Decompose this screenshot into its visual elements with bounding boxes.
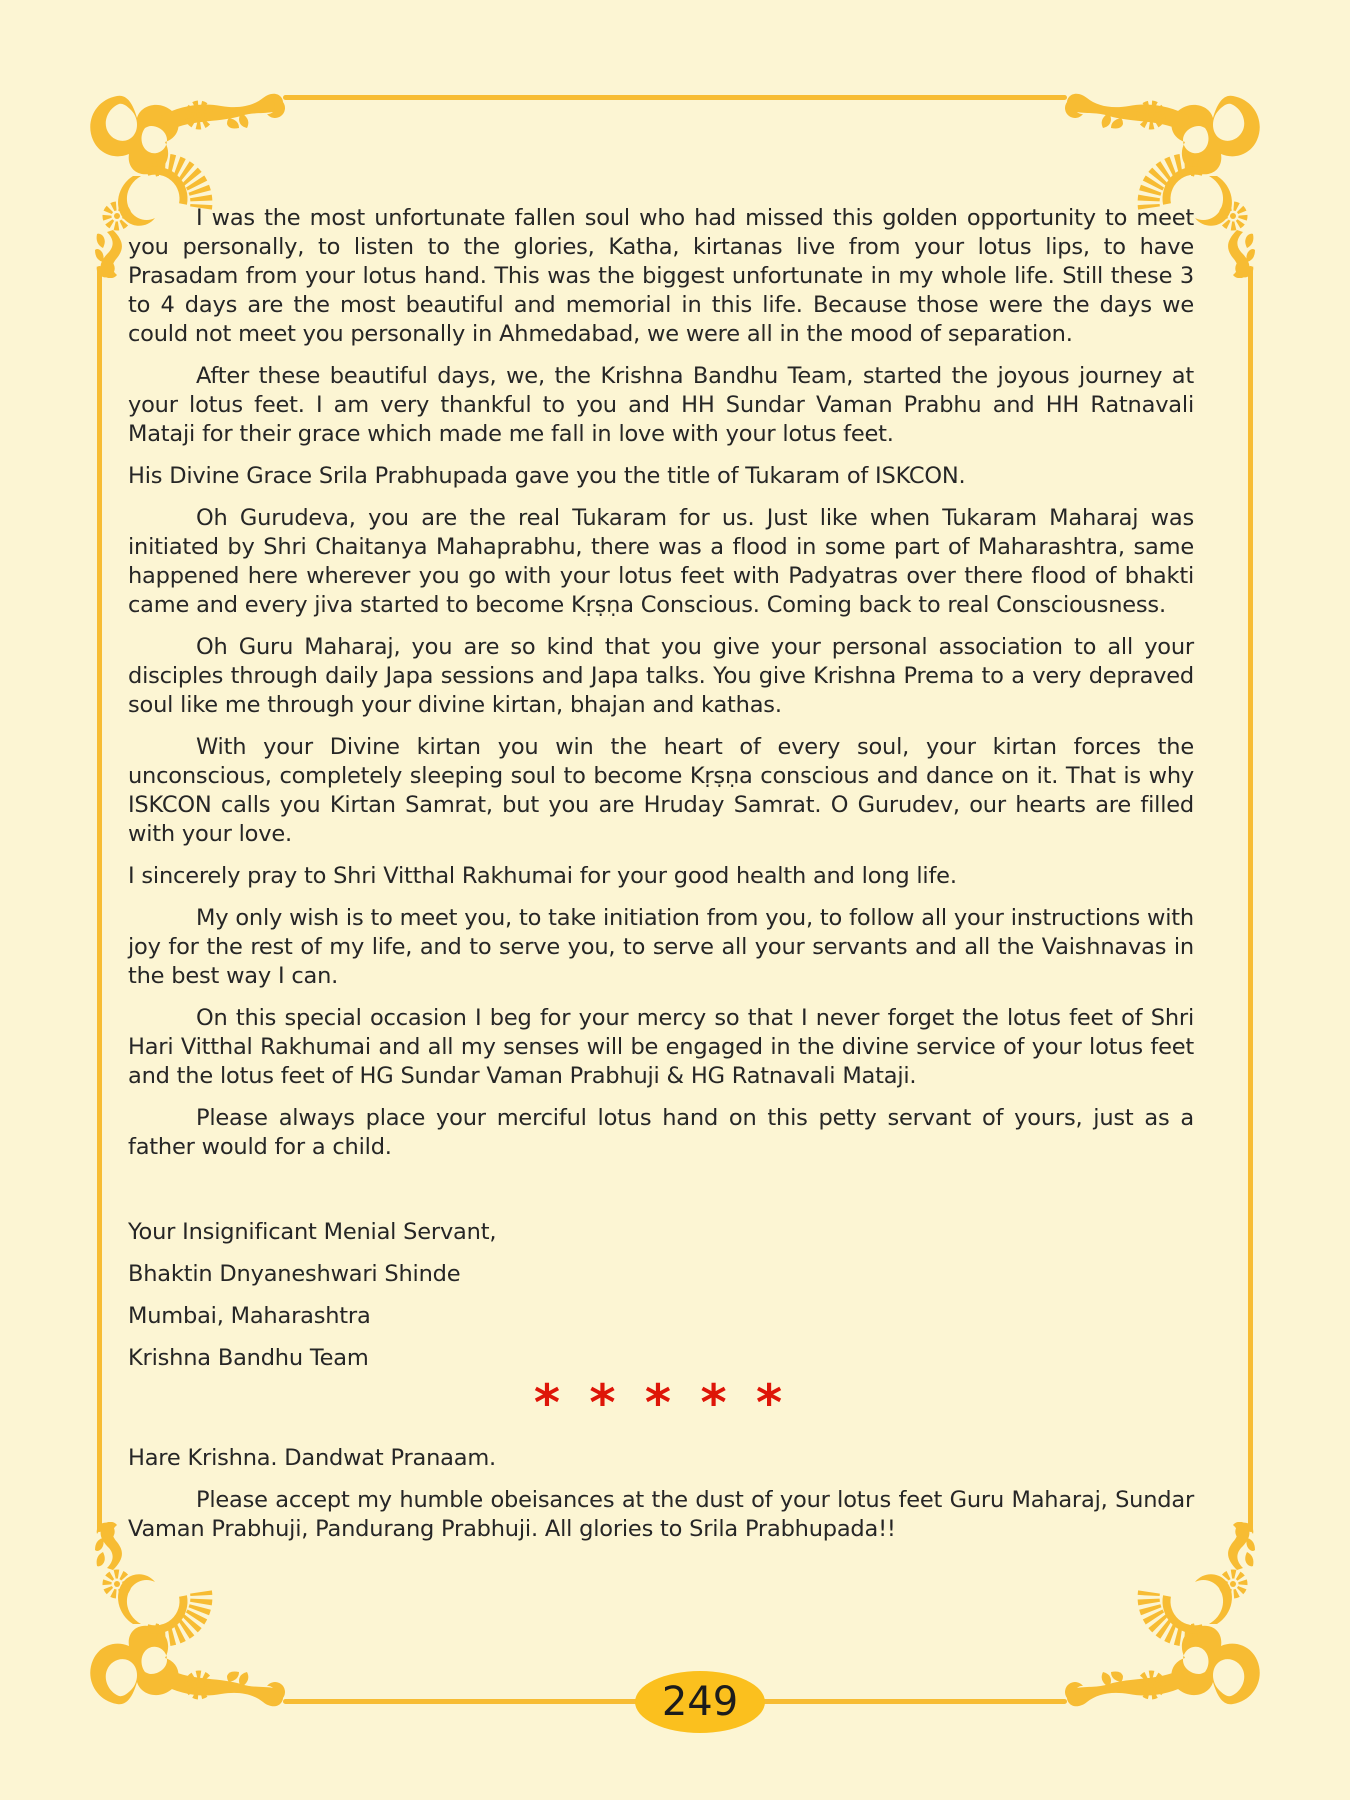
letter-body [128, 204, 1194, 1557]
letter-paragraph-2: After these beautiful days, we, the Krishna Bandhu Team, started the joyous journey at your lotus feet. I am very thankful to you and HH Sundar Vaman Prabhu and HH Ratnavali Mataji for their grace which made me fall in love with your lotus feet. [128, 363, 1194, 447]
asterisk-separator: * * * * * [533, 1374, 789, 1432]
letter-paragraph-4: Oh Gurudeva, you are the real Tukaram for us. Just like when Tukaram Maharaj was initiated by Shri Chaitanya Mahaprabhu, there was a flood in some part of Maharashtra, same happened here wherever you go with your lotus feet with Padyatras over there flood of bhakti came and every jiva started to become Kṛṣṇa Conscious. Coming back to real Consciousness. [128, 505, 1194, 618]
signature-line-closing: Your Insignificant Menial Servant, [128, 1219, 497, 1245]
border-line-top [283, 95, 1067, 100]
signature-line-name: Bhaktin Dnyaneshwari Shinde [128, 1261, 461, 1287]
letter-paragraph-1: I was the most unfortunate fallen soul who had missed this golden opportunity to meet you personally, to listen to the glories, Katha, kirtanas live from your lotus lips, to have Prasadam from your lotus hand. This was the biggest unfortunate in my whole life. Still these 3 to 4 days are the most beautiful and memorial in this life. Because those were the days we could not meet you personally in Ahmedabad, we were all in the mood of separation. [128, 205, 1194, 347]
closing-paragraph-2: Please accept my humble obeisances at the dust of your lotus feet Guru Maharaj, Sundar Vaman Prabhuji, Pandurang Prabhuji. All glories to Srila Prabhupada!! [128, 1487, 1194, 1542]
signature-line-team: Krishna Bandhu Team [128, 1345, 369, 1371]
letter-paragraph-9: On this special occasion I beg for your mercy so that I never forget the lotus feet of Shri Hari Vitthal Rakhumai and all my senses will be engaged in the divine service of your lotus feet and the lotus feet of HG Sundar Vaman Prabhuji & HG Ratnavali Mataji. [128, 1005, 1194, 1089]
letter-paragraph-8: My only wish is to meet you, to take initiation from you, to follow all your instructions with joy for the rest of my life, and to serve you, to serve all your servants and all the Vaishnavas in the best way I can. [128, 905, 1194, 989]
page-number: 249 [661, 1679, 739, 1725]
border-line-right [1248, 266, 1253, 1532]
letter-paragraph-6: With your Divine kirtan you win the heart of every soul, your kirtan forces the unconscious, completely sleeping soul to become Kṛṣṇa conscious and dance on it. That is why ISKCON calls you Kirtan Samrat, but you are Hruday Samrat. O Gurudev, our hearts are filled with your love. [128, 734, 1194, 847]
letter-paragraph-7: I sincerely pray to Shri Vitthal Rakhumai for your good health and long life. [128, 863, 957, 889]
closing-block [128, 1444, 1194, 1544]
page-number-badge [635, 1671, 765, 1733]
signature-block [128, 1218, 1194, 1373]
border-line-left [97, 266, 102, 1532]
signature-line-location: Mumbai, Maharashtra [128, 1303, 371, 1329]
closing-paragraph-1: Hare Krishna. Dandwat Pranaam. [128, 1445, 496, 1471]
letter-paragraph-10: Please always place your merciful lotus hand on this petty servant of yours, just as a father would for a child. [128, 1105, 1194, 1160]
letter-paragraph-3: His Divine Grace Srila Prabhupada gave you the title of Tukaram of ISKCON. [128, 463, 966, 489]
letter-paragraph-5: Oh Guru Maharaj, you are so kind that you give your personal association to all your disciples through daily Japa sessions and Japa talks. You give Krishna Prema to a very depraved soul like me through your divine kirtan, bhajan and kathas. [128, 634, 1194, 718]
